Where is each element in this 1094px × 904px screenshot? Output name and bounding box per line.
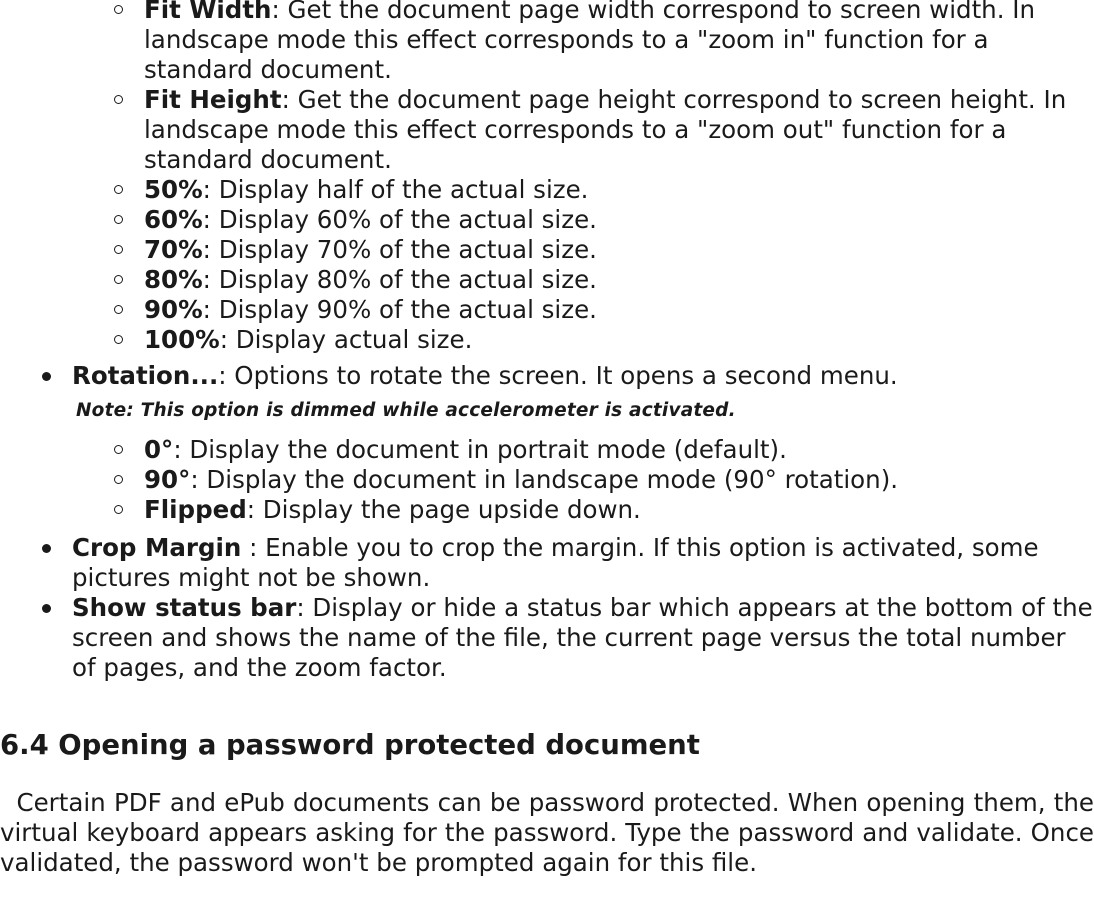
option-term: 90% xyxy=(144,295,203,324)
option-term: Flipped xyxy=(144,495,247,524)
option-term: 50% xyxy=(144,175,203,204)
option-description: : Get the document page width correspond to screen width. In landscape mode this effect corresponds to a "zoom in" function for a standard document. xyxy=(144,0,1036,84)
list-item xyxy=(144,295,1094,325)
list-item xyxy=(144,85,1094,175)
rotation-options-list xyxy=(72,435,1094,525)
status-bar-item xyxy=(72,593,1094,683)
option-description: : Display the page upside down. xyxy=(246,495,641,524)
option-description: : Get the document page height correspond to screen height. In landscape mode this effect corresponds to a "zoom out" function for a standard document. xyxy=(144,85,1067,174)
option-description: : Display 70% of the actual size. xyxy=(202,235,597,264)
option-description: : Display 80% of the actual size. xyxy=(202,265,597,294)
section-heading: 6.4 Opening a password protected document xyxy=(0,729,700,761)
option-description: : Display the document in portrait mode (default). xyxy=(173,435,787,464)
list-item xyxy=(144,325,1094,355)
option-term: Rotation... xyxy=(72,361,219,390)
list-item xyxy=(144,235,1094,265)
option-description: : Display 90% of the actual size. xyxy=(202,295,597,324)
option-term: Fit Height xyxy=(144,85,282,114)
option-description: : Display the document in landscape mode (90° rotation). xyxy=(190,465,899,494)
option-description: : Display or hide a status bar which appears at the bottom of the screen and shows the name of the file, the current page versus the total number of pages, and the zoom factor. xyxy=(72,593,1093,682)
option-description: : Display actual size. xyxy=(219,325,473,354)
option-description: : Options to rotate the screen. It opens a second menu. xyxy=(218,361,898,390)
list-item xyxy=(144,265,1094,295)
option-term: 0° xyxy=(144,435,174,464)
rotation-note: Note: This option is dimmed while accelerometer is activated. xyxy=(76,400,736,421)
list-item xyxy=(144,0,1094,85)
option-term: 60% xyxy=(144,205,203,234)
crop-margin-item xyxy=(72,533,1094,593)
list-item xyxy=(144,175,1094,205)
option-term: 70% xyxy=(144,235,203,264)
rotation-item xyxy=(72,361,1094,525)
option-description: : Enable you to crop the margin. If this option is activated, some pictures might not be shown. xyxy=(72,533,1039,592)
option-description: : Display 60% of the actual size. xyxy=(202,205,597,234)
section-paragraph: Certain PDF and ePub documents can be password protected. When opening them, the virtual keyboard appears asking for the password. Type the password and validate. Once validated, the password won't be prompted again for this file. xyxy=(0,788,1094,877)
list-item xyxy=(144,205,1094,235)
option-description: : Display half of the actual size. xyxy=(202,175,589,204)
option-term: 80% xyxy=(144,265,203,294)
option-term: Crop Margin xyxy=(72,533,242,562)
option-term: Fit Width xyxy=(144,0,272,24)
menu-options-list xyxy=(0,361,1094,683)
zoom-options-list xyxy=(0,0,1094,355)
option-term: Show status bar xyxy=(72,593,297,622)
option-term: 90° xyxy=(144,465,191,494)
list-item xyxy=(144,435,1094,465)
list-item xyxy=(144,465,1094,495)
option-term: 100% xyxy=(144,325,220,354)
list-item xyxy=(144,495,1094,525)
